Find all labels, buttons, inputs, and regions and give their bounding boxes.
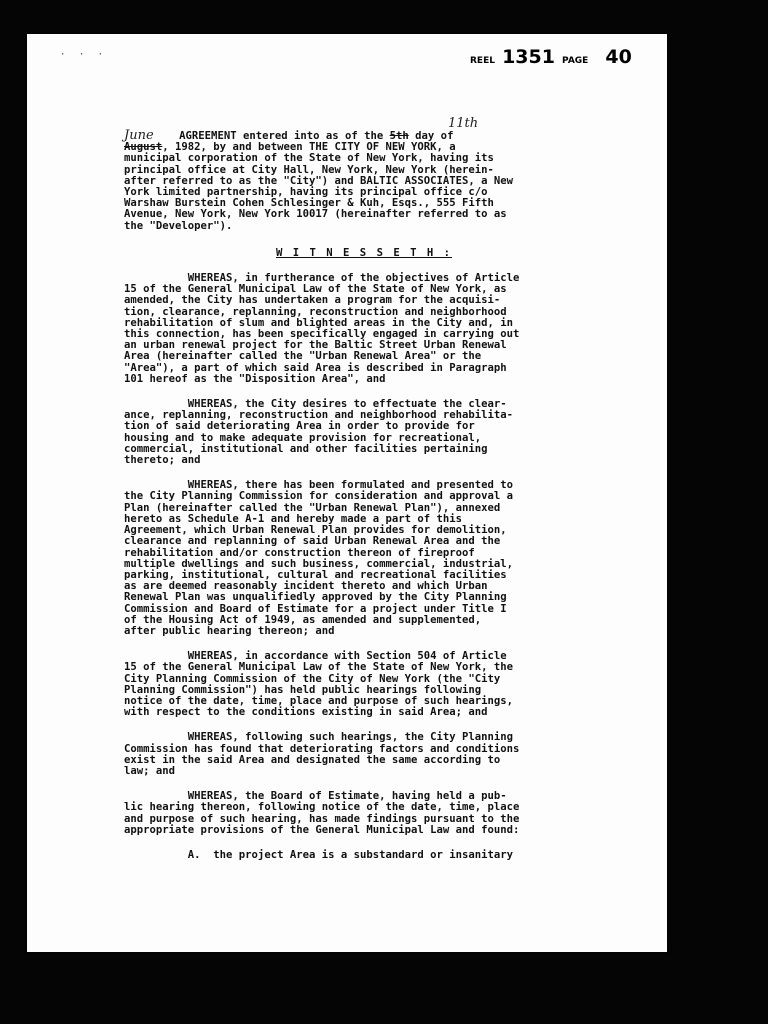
scan-mark: · · ·: [60, 50, 108, 60]
paragraph: [124, 399, 604, 466]
paragraph-line: Commission and Board of Estimate for a project under Title I: [124, 602, 507, 615]
paragraph-line: tion, clearance, replanning, reconstruction and neighborhood: [124, 305, 507, 318]
paragraph-line: appropriate provisions of the General Municipal Law and found:: [124, 823, 520, 836]
paragraph-line: of the Housing Act of 1949, as amended and supplemented,: [124, 613, 482, 626]
paragraph-line: "Area"), a part of which said Area is described in Paragraph: [124, 361, 507, 374]
paragraph: [124, 651, 604, 718]
paragraph-line: City Planning Commission of the City of New York (the "City: [124, 672, 501, 685]
witnesseth-heading: W I T N E S S E T H :: [276, 246, 452, 259]
intro-line: municipal corporation of the State of New York, having its: [124, 152, 494, 165]
paragraph-line: WHEREAS, in accordance with Section 504 of Article: [124, 650, 507, 663]
paragraph: [124, 732, 604, 777]
paragraph-line: tion of said deteriorating Area in order to provide for: [124, 420, 475, 433]
paragraph-line: clearance and replanning of said Urban Renewal Area and the: [124, 535, 501, 548]
paragraph-line: rehabilitation of slum and blighted areas in the City and, in: [124, 316, 514, 329]
paragraph-line: Commission has found that deteriorating factors and conditions: [124, 742, 520, 755]
page-number: 40: [605, 46, 632, 68]
reel-page-stamp: [470, 46, 632, 68]
paragraph-line: parking, institutional, cultural and recreational facilities: [124, 568, 507, 581]
paragraph-gap: [124, 466, 604, 480]
paragraph-gap: [124, 777, 604, 791]
paragraph-line: 15 of the General Municipal Law of the State of New York, as: [124, 283, 507, 296]
paragraph-line: law; and: [124, 764, 176, 777]
intro-line: Avenue, New York, New York 10017 (hereinafter referred to as: [124, 208, 507, 221]
whereas-clauses: [124, 273, 604, 861]
paragraph-line: notice of the date, time, place and purpose of such hearings,: [124, 694, 514, 707]
paragraph-line: WHEREAS, the Board of Estimate, having held a pub-: [124, 790, 507, 803]
intro-line: principal office at City Hall, New York, New York (herein-: [124, 163, 494, 176]
intro-line: after referred to as the "City") and BALTIC ASSOCIATES, a New: [124, 174, 514, 187]
paragraph-line: this connection, has been specifically engaged in carrying out: [124, 328, 520, 341]
paragraph-line: 15 of the General Municipal Law of the State of New York, the: [124, 661, 514, 674]
paragraph-gap: [124, 836, 604, 850]
document-body: [124, 130, 604, 861]
paragraph-line: A. the project Area is a substandard or insanitary: [124, 848, 514, 861]
paragraph-line: WHEREAS, the City desires to effectuate the clear-: [124, 398, 507, 411]
paragraph: [124, 273, 604, 385]
paragraph-line: with respect to the conditions existing in said Area; and: [124, 706, 488, 719]
paragraph: [124, 850, 604, 861]
handwritten-month: June: [124, 128, 154, 143]
struck-month: August: [124, 141, 163, 154]
intro-line: York limited partnership, having its principal office c/o: [124, 186, 488, 199]
paragraph: [124, 791, 604, 836]
paragraph-line: multiple dwellings and such business, commercial, industrial,: [124, 557, 514, 570]
paragraph-line: Plan (hereinafter called the "Urban Renewal Plan"), annexed: [124, 501, 501, 514]
paragraph-line: ance, replanning, reconstruction and neighborhood rehabilita-: [124, 409, 514, 422]
paragraph-gap: [124, 637, 604, 651]
paragraph-line: Planning Commission") has held public hearings following: [124, 683, 482, 696]
paragraph-line: 101 hereof as the "Disposition Area", and: [124, 372, 386, 385]
paragraph-line: and purpose of such hearing, has made findings pursuant to the: [124, 812, 520, 825]
paragraph-line: WHEREAS, there has been formulated and presented to: [124, 479, 514, 492]
paragraph-gap: [124, 385, 604, 399]
struck-day: 5th: [389, 130, 409, 142]
reel-label: REEL: [470, 56, 495, 66]
paragraph-line: exist in the said Area and designated the same according to: [124, 753, 501, 766]
paragraph-line: WHEREAS, following such hearings, the City Planning: [124, 731, 514, 744]
page-label: PAGE: [562, 56, 589, 66]
paragraph-line: amended, the City has undertaken a program for the acquisi-: [124, 294, 501, 307]
paragraph: [124, 480, 604, 637]
paragraph-line: housing and to make adequate provision for recreational,: [124, 431, 482, 444]
paragraph-line: lic hearing thereon, following notice of the date, time, place: [124, 801, 520, 814]
paragraph-line: the City Planning Commission for consideration and approval a: [124, 490, 514, 503]
paragraph-line: an urban renewal project for the Baltic Street Urban Renewal: [124, 339, 507, 352]
paragraph-line: after public hearing thereon; and: [124, 624, 335, 637]
paragraph-line: as are deemed reasonably incident thereto and which Urban: [124, 580, 488, 593]
paragraph-line: Renewal Plan was unqualifiedly approved by the City Planning: [124, 591, 507, 604]
reel-number: 1351: [502, 46, 555, 68]
intro-line-1: June AGREEMENT entered into as of the 5th day of: [124, 128, 454, 143]
intro-paragraph: [124, 153, 604, 231]
paragraph-line: thereto; and: [124, 454, 201, 467]
paragraph-line: Area (hereinafter called the "Urban Renewal Area" or the: [124, 350, 482, 363]
handwritten-day: 11th: [448, 116, 479, 131]
intro-line-2: August, 1982, by and between THE CITY OF NEW YORK, a: [124, 141, 456, 154]
paragraph-line: Agreement, which Urban Renewal Plan provides for demolition,: [124, 524, 507, 537]
intro-line: the "Developer").: [124, 219, 233, 232]
paragraph-line: WHEREAS, in furtherance of the objectives of Article: [124, 272, 520, 285]
paragraph-line: commercial, institutional and other facilities pertaining: [124, 442, 488, 455]
paragraph-line: rehabilitation and/or construction thereon of fireproof: [124, 546, 475, 559]
intro-line: Warshaw Burstein Cohen Schlesinger & Kuh, Esqs., 555 Fifth: [124, 197, 494, 210]
paragraph-line: hereto as Schedule A-1 and hereby made a part of this: [124, 512, 463, 525]
paragraph-gap: [124, 718, 604, 732]
